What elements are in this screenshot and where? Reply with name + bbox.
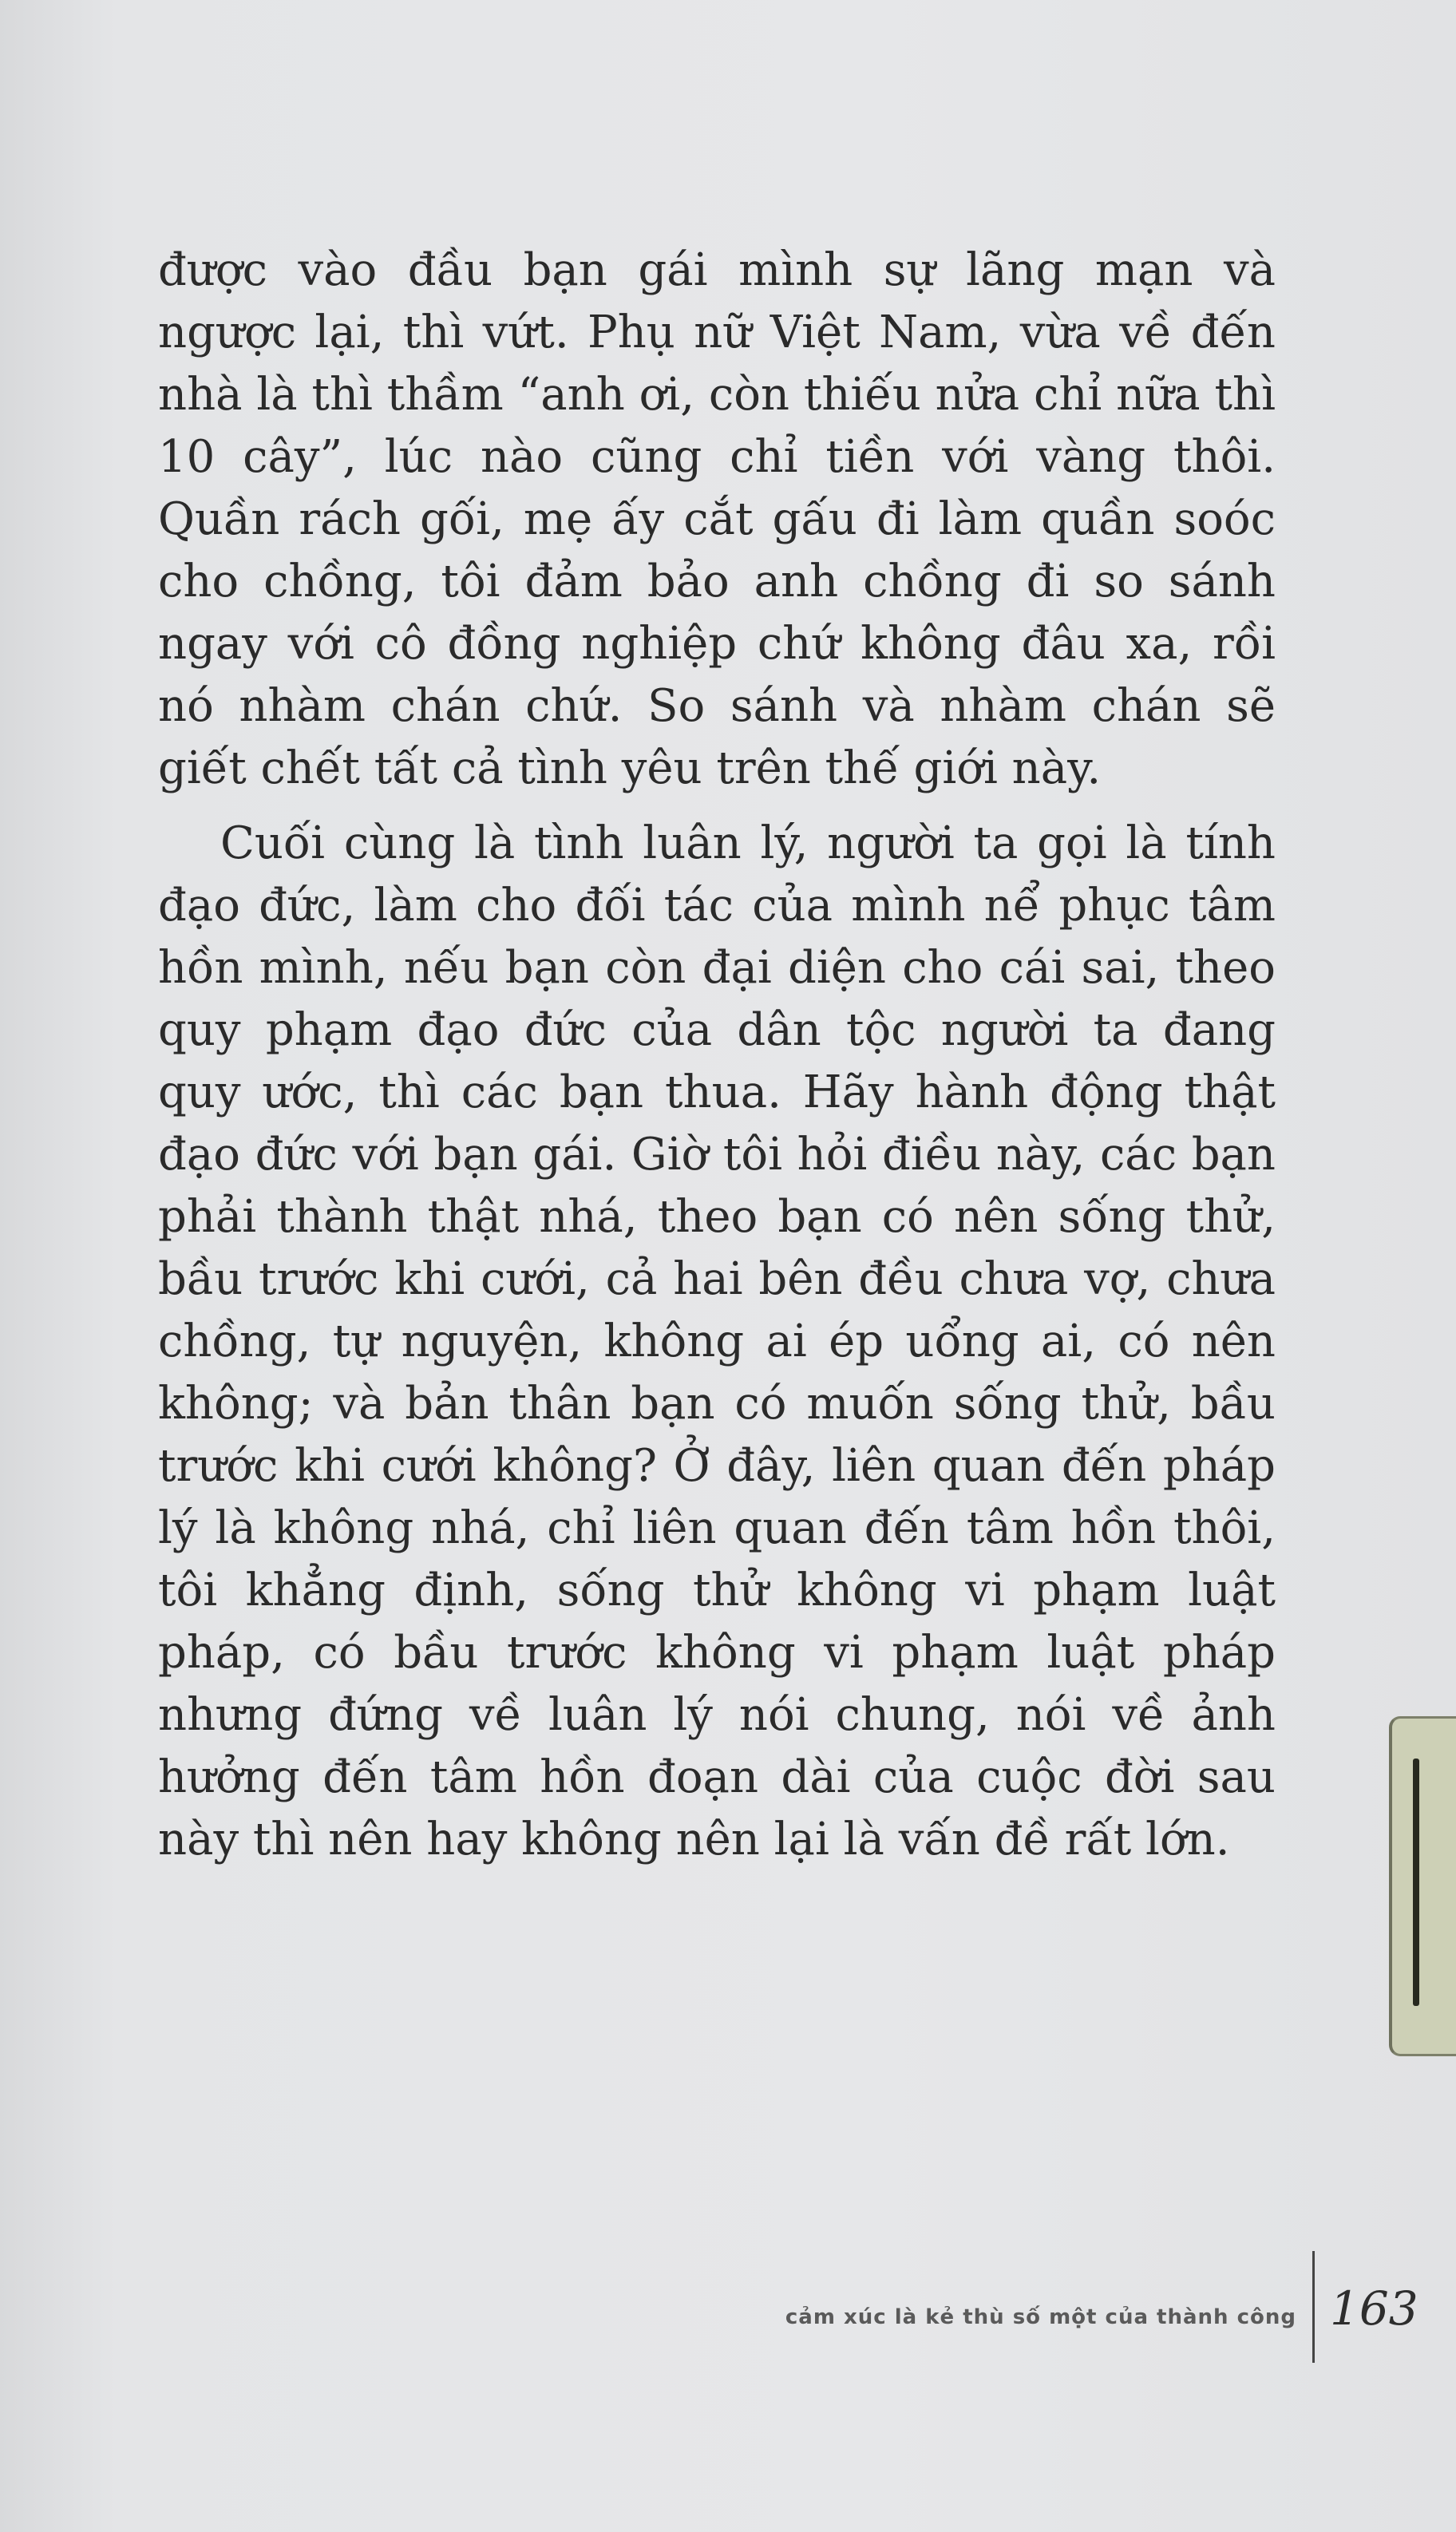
footer-divider: [1312, 2251, 1315, 2363]
bookmark-tab-stripe: [1413, 1759, 1419, 2006]
paragraph-2: Cuối cùng là tình luân lý, người ta gọi là tính đạo đức, làm cho đối tác của mình nể phục tâm hồn mình, nếu bạn còn đại diện cho cái sai, theo quy phạm đạo đức của dân tộc người ta đang quy ước, thì các bạn thua. Hãy hành động thật đạo đức với bạn gái. Giờ tôi hỏi điều này, các bạn phải thành thật nhá, theo bạn có nên sống thử, bầu trước khi cưới, cả hai bên đều chưa vợ, chưa chồng, tự nguyện, không ai ép uổng ai, có nên không; và bản thân bạn có muốn sống thử, bầu trước khi cưới không? Ở đây, liên quan đến pháp lý là không nhá, chỉ liên quan đến tâm hồn thôi, tôi khẳng định, sống thử không vi phạm luật pháp, có bầu trước không vi phạm luật pháp nhưng đứng về luân lý nói chung, nói về ảnh hưởng đến tâm hồn đoạn dài của cuộc đời sau này thì nên hay không nên lại là vấn đề rất lớn.: [158, 817, 1276, 1865]
page-number: 163: [1330, 2281, 1418, 2336]
running-title: cảm xúc là kẻ thù số một của thành công: [785, 2305, 1296, 2329]
body-text: [158, 239, 1276, 1871]
paragraph-1: được vào đầu bạn gái mình sự lãng mạn và ngược lại, thì vứt. Phụ nữ Việt Nam, vừa về đến nhà là thì thầm “anh ơi, còn thiếu nửa chỉ nữa thì 10 cây”, lúc nào cũng chỉ tiền với vàng thôi. Quần rách gối, mẹ ấy cắt gấu đi làm quần soóc cho chồng, tôi đảm bảo anh chồng đi so sánh ngay với cô đồng nghiệp chứ không đâu xa, rồi nó nhàm chán chứ. So sánh và nhàm chán sẽ giết chết tất cả tình yêu trên thế giới này.: [158, 244, 1276, 794]
bookmark-tab-icon: [1389, 1716, 1456, 2056]
